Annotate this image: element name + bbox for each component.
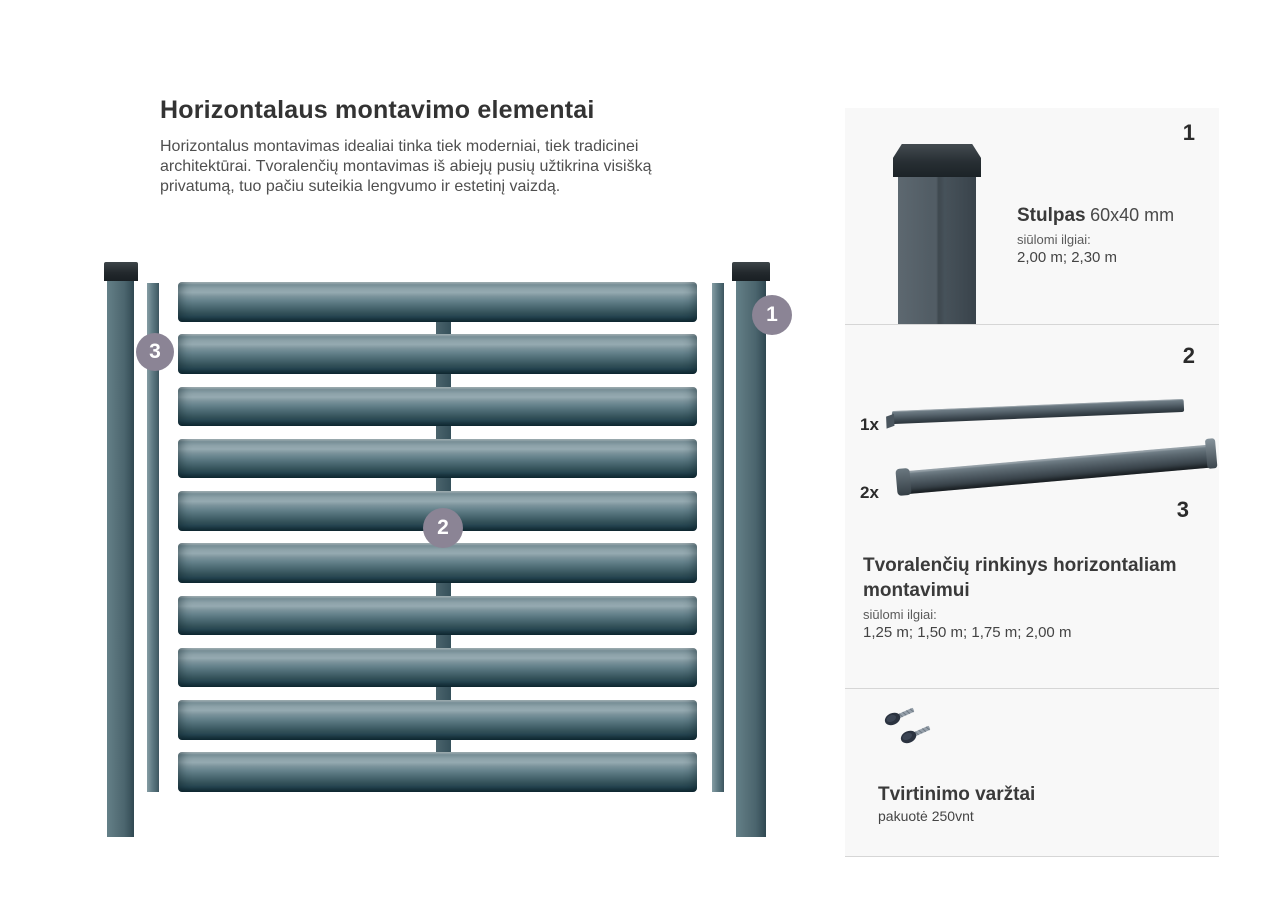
product-card-screws: [845, 689, 1219, 857]
post-body-image: [898, 177, 976, 325]
product-title: Tvirtinimo varžtai: [878, 784, 1036, 805]
product-title: Stulpas: [1017, 205, 1086, 226]
post-cap-image: [893, 144, 981, 177]
page-title: Horizontalaus montavimo elementai: [160, 96, 595, 124]
badge-3: 3: [136, 333, 174, 371]
fence-post-left: [107, 281, 134, 837]
product-lengths: 1,25 m; 1,50 m; 1,75 m; 2,00 m: [863, 624, 1072, 641]
product-subtitle: siūlomi ilgiai:: [863, 607, 937, 622]
fence-slat: [178, 543, 697, 583]
card-number-3: 3: [1176, 497, 1189, 522]
fence-slat: [178, 439, 697, 479]
fence-post-right: [736, 281, 766, 837]
product-card-post: [845, 108, 1219, 325]
fence-slat: [178, 700, 697, 740]
product-lengths: 2,00 m; 2,30 m: [1017, 249, 1118, 266]
product-subtitle: siūlomi ilgiai:: [1017, 232, 1091, 247]
sidebar-panel: [845, 108, 1219, 857]
fence-slat: [178, 596, 697, 636]
qty-label-2x: 2x: [860, 483, 879, 502]
post-product-text: [1017, 203, 1174, 267]
screws-icon: [878, 707, 954, 759]
fence-post-cap-right: [732, 262, 770, 281]
fence-post-cap-left: [104, 262, 138, 281]
product-card-rails: [845, 325, 1219, 689]
fence-slat: [178, 387, 697, 427]
badge-1: 1: [752, 295, 792, 335]
rails-product-text: [863, 553, 1215, 642]
card-number-2: 2: [1182, 343, 1195, 368]
card-number-1: 1: [1182, 120, 1195, 145]
product-title: Tvoralenčių rinkinys horizontaliam montavimui: [863, 555, 1177, 601]
fence-slat: [178, 752, 697, 792]
screws-product-text: [878, 782, 1035, 826]
description-line: Horizontalus montavimas idealiai tinka tiek moderniai, tiek tradicinei: [160, 138, 639, 155]
page-description: [160, 137, 720, 197]
rail-thin-image: [892, 399, 1184, 424]
fence-slat: [178, 648, 697, 688]
description-line: privatumą, tuo pačiu suteikia lengvumo ir estetinį vaizdą.: [160, 178, 561, 195]
product-size: 60x40 mm: [1090, 205, 1175, 225]
description-line: architektūrai. Tvoralenčių montavimas iš abiejų pusių užtikrina visišką: [160, 158, 652, 175]
product-subtitle: pakuotė 250vnt: [878, 808, 974, 824]
fence-slat: [178, 334, 697, 374]
rail-wide-image: [901, 444, 1214, 494]
fence-slat: [178, 282, 697, 322]
vertical-profile-right: [712, 283, 724, 792]
badge-2: 2: [423, 508, 463, 548]
qty-label-1x: 1x: [860, 415, 879, 434]
